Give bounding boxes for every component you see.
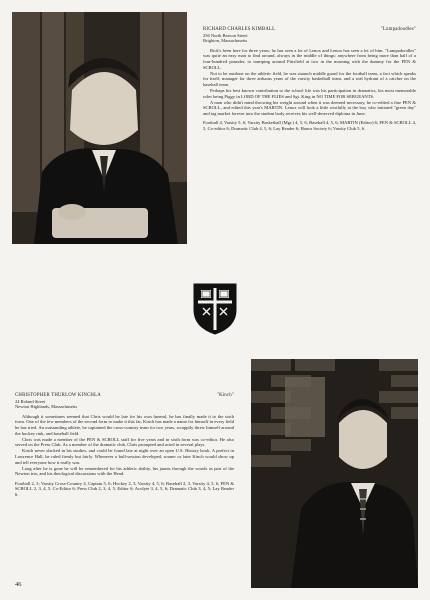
portrait-photo-kimball [12,12,187,244]
student-name: RICHARD CHARLES KIMBALL [203,27,276,32]
bio-paragraph: A man who didn't mind throwing his weight around when it was deemed necessary, he co-edited a fine PEN & SCROLL, and edited this year's MARTIN. Lenox will look a little wistfully at the boy who initiated "green day" and tag market forever into the student body receives his well-deserved diploma in June. [203,99,416,116]
portrait-photo-kinchla [251,359,418,588]
bio-paragraph: Not to be outdone on the athletic field, he was staunch middle guard for the football team, a fact which speaks for itself, manager for three arduous years of the varsity basketball team, and a real hydrant of a catcher on the baseball team. [203,70,416,87]
activities-list: Football 4, Varsity 5, 6; Varsity Basketball (Mgr.) 4, 5, 6; Baseball 4, 5, 6; MARTIN (Editor) 6; PEN & SCROLL 4, 5, Co-editor 6; Dramatic Club 4, 5, 6; Lay Reader 6; Honor Society 6; Varsity Club 5, 6. [203,120,416,131]
bio-paragraph: Long after he is gone he will be remembered for his athletic ability, his jaunts through the woods as part of the Newton trio, and his theological discussions with the Head. [15,465,234,477]
bio-paragraph: Chris was made a member of the PEN & SCROLL staff for five years and in sixth form was co-editor. He also served on the Press Club. As a member of the dramatic club, Chris prompted and acted in several plays. [15,436,234,448]
activities-list: Football 2, 3; Varsity Cross-Country 4, Captain 5, 6; Hockey 2, 3, Varsity 4, 5, 6; Baseball 2, 3, Varsity 4, 5, 6; PEN & SCROLL 2, 3, 4, 5, Co-Editor 6; Press Club 2, 3, 4, 5, Editor 6; Acolyte 3, 4, 5, 6; Dramatic Club 3, 4, 5; Lay Reader 6. [15,480,234,497]
page-number: 46 [15,581,22,588]
student-name: CHRISTOPHER THURLOW KINCHLA [15,393,101,398]
address-line: 256 North Beacon Street [203,32,248,38]
bio-paragraph: Rick's been here for three years; he has seen a lot of Lenox and Lenox has seen a lot of him. "Lumpadoodles" was quite an easy man to find around, always in the middle of things: anywhere from being more than half of a four-hundred pounder, to tramping around Pittsfield at two in the morning with the dummy for the PEN & SCROLL. [203,47,416,70]
school-crest-icon [192,282,238,335]
address-line: 24 Roland Street [15,398,46,404]
profile-kimball [203,27,416,132]
student-nickname: "Kinch" [216,393,234,398]
address-line: Brighton, Massachusetts [203,38,248,44]
bio-paragraph: Kinch never slacked in his studies, and could be found late at night over an open U.S. History book. A prefect in Lawrence Hall, he ruled firmly but fairly. Whenever a bull-session developed, sooner or later Kinch would show up and tell everyone how it really was. [15,448,234,465]
bio-paragraph: Although it sometimes seemed that Chris would be late for his own funeral, he has finally made it to the sixth form. One of the few members of the second form to make it this far, Kinch has made a name for himself in every field he has tried. An outstanding athlete, he captained the cross-country team for two years, scrappily threw himself around the hockey rink, and baseball field. [15,413,234,436]
student-nickname: "Lumpadoodles" [380,27,416,32]
bio-paragraph: Perhaps his best known contribution to the school life was his participation in dramatics, his most memorable roles being Piggy in LORD OF THE FLIES and Sgt. King in NO TIME FOR SERGEANTS. [203,87,416,99]
profile-kinchla [15,393,234,498]
address-line: Newton Highlands, Massachusetts [15,404,78,410]
